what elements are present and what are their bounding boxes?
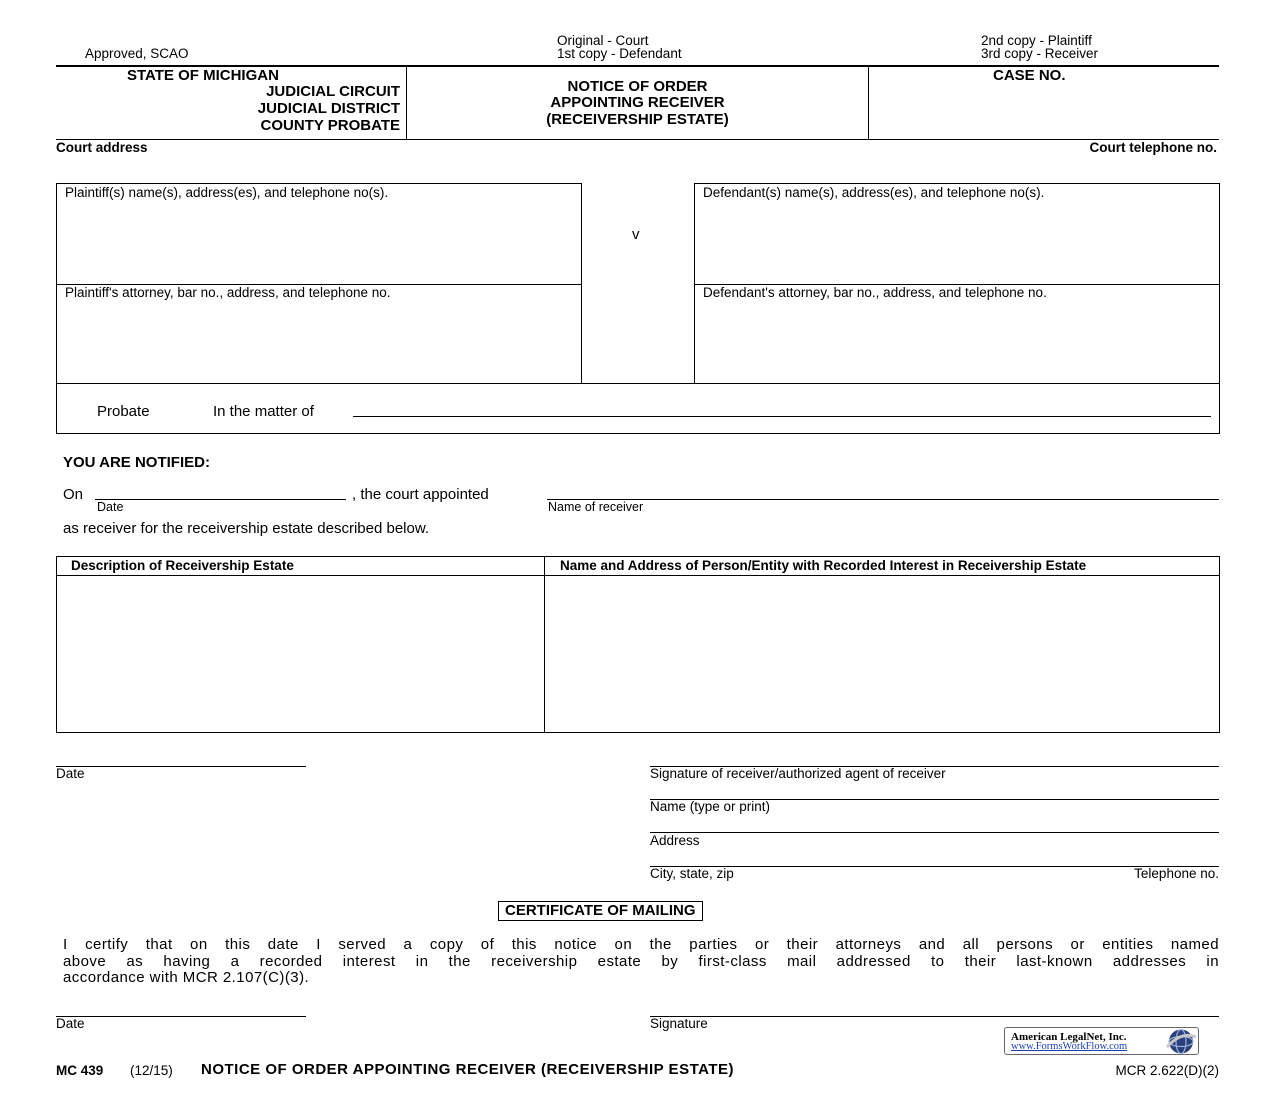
telephone-label: Telephone no. bbox=[1134, 866, 1219, 881]
footer-form-no: MC 439 bbox=[56, 1063, 104, 1078]
plaintiff-attorney-field[interactable]: Plaintiff's attorney, bar no., address, and telephone no. bbox=[65, 285, 391, 300]
as-receiver-text: as receiver for the receivership estate described below. bbox=[63, 520, 430, 537]
name-label: Name (type or print) bbox=[650, 799, 771, 814]
defendant-attorney-field[interactable]: Defendant's attorney, bar no., address, and telephone no. bbox=[703, 285, 1047, 300]
form-title-line-2: APPOINTING RECEIVER bbox=[550, 94, 725, 111]
matter-of-field[interactable] bbox=[353, 416, 1211, 417]
judicial-circuit: JUDICIAL CIRCUIT bbox=[266, 83, 400, 100]
copy-third: 3rd copy - Receiver bbox=[981, 46, 1099, 61]
globe-icon bbox=[1161, 1028, 1199, 1055]
certificate-date-line[interactable] bbox=[56, 1016, 306, 1017]
receiver-name-field[interactable] bbox=[547, 499, 1219, 500]
probate-label: Probate bbox=[97, 403, 150, 420]
city-label: City, state, zip bbox=[650, 866, 734, 881]
notified-heading: YOU ARE NOTIFIED: bbox=[63, 454, 210, 471]
certificate-signature-line[interactable] bbox=[650, 1016, 1219, 1017]
copy-second: 2nd copy - Plaintiff bbox=[981, 33, 1092, 48]
date-field[interactable] bbox=[95, 499, 346, 500]
estate-interest-header: Name and Address of Person/Entity with Recorded Interest in Receivership Estate bbox=[560, 558, 1087, 573]
copy-first: 1st copy - Defendant bbox=[557, 46, 682, 61]
court-telephone-label: Court telephone no. bbox=[1089, 140, 1217, 155]
footer-rule: MCR 2.622(D)(2) bbox=[1115, 1063, 1219, 1078]
certificate-date-label: Date bbox=[56, 1016, 85, 1031]
form-title-line-1: NOTICE OF ORDER bbox=[567, 78, 708, 95]
approved-text: Approved, SCAO bbox=[85, 46, 189, 61]
sign-date-line[interactable] bbox=[56, 766, 306, 767]
estate-description-field[interactable] bbox=[57, 576, 544, 732]
copy-original: Original - Court bbox=[557, 33, 649, 48]
court-address-label: Court address bbox=[56, 140, 148, 155]
footer-revision: (12/15) bbox=[130, 1063, 173, 1078]
header-divider-2 bbox=[868, 66, 869, 139]
receiver-signature-label: Signature of receiver/authorized agent of receiver bbox=[650, 766, 946, 781]
defendant-name-field[interactable]: Defendant(s) name(s), address(es), and telephone no(s). bbox=[703, 185, 1045, 200]
date-caption: Date bbox=[97, 500, 124, 514]
versus-text: v bbox=[632, 226, 640, 243]
estate-interest-field[interactable] bbox=[545, 576, 1219, 732]
county-probate: COUNTY PROBATE bbox=[260, 117, 400, 134]
parties-outer-box bbox=[56, 183, 1220, 434]
address-label: Address bbox=[650, 833, 700, 848]
certificate-line-2: above as having a recorded interest in the receivership estate by first-class mail addressed to their last-known addresses in bbox=[63, 953, 1219, 970]
court-appointed-label: , the court appointed bbox=[352, 486, 489, 503]
certificate-heading: CERTIFICATE OF MAILING bbox=[498, 901, 703, 921]
legalnet-logo[interactable] bbox=[1004, 1027, 1199, 1055]
logo-url[interactable]: www.FormsWorkFlow.com bbox=[1011, 1041, 1128, 1052]
versus-gap-top bbox=[582, 183, 694, 184]
plaintiff-name-field[interactable]: Plaintiff(s) name(s), address(es), and telephone no(s). bbox=[65, 185, 389, 200]
footer-title: NOTICE OF ORDER APPOINTING RECEIVER (RECEIVERSHIP ESTATE) bbox=[201, 1061, 734, 1078]
matter-of-label: In the matter of bbox=[213, 403, 314, 420]
form-title-line-3: (RECEIVERSHIP ESTATE) bbox=[546, 111, 729, 128]
address-line[interactable] bbox=[650, 832, 1219, 833]
certificate-signature-label: Signature bbox=[650, 1016, 708, 1031]
state-name: STATE OF MICHIGAN bbox=[127, 67, 279, 84]
judicial-district: JUDICIAL DISTRICT bbox=[257, 100, 400, 117]
certificate-line-3: accordance with MCR 2.107(C)(3). bbox=[63, 969, 310, 986]
case-no-label: CASE NO. bbox=[993, 67, 1066, 84]
logo-company: American LegalNet, Inc. bbox=[1011, 1031, 1127, 1043]
certificate-line-1: I certify that on this date I served a copy of this notice on the parties or their attorneys and all persons or entities named bbox=[63, 936, 1219, 953]
receiver-caption: Name of receiver bbox=[548, 500, 644, 514]
parties-bottom-rule bbox=[56, 383, 1220, 384]
sign-date-label: Date bbox=[56, 766, 85, 781]
on-label: On bbox=[63, 486, 84, 503]
estate-description-header: Description of Receivership Estate bbox=[71, 558, 294, 573]
